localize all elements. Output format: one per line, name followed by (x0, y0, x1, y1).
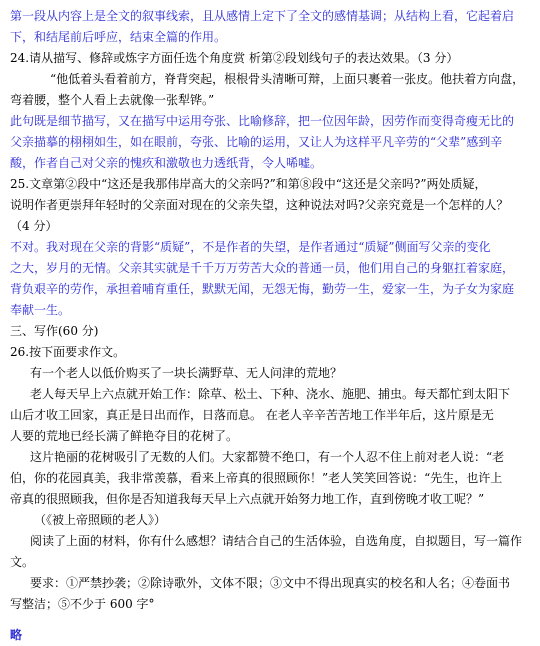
prompt-line-1: 有一个老人以低价购买了一块长满野草、无人问津的荒地？ (30, 366, 343, 380)
prompt-source: （《被上帝照顾的老人》） (34, 513, 167, 527)
q24-answer-line-2: 父亲描摹的栩栩如生，如在眼前，夸张、比喻的运用，又让人为这样平凡辛劳的“父辈”感到辛 (10, 135, 503, 149)
prompt-line-9: 阅读了上面的材料，你有什么感想？请结合自己的生活体验，自选角度，自拟题目，写一篇作 (30, 534, 523, 548)
q25-answer-line-1: 不对。我对现在父亲的背影“质疑”，不是作者的失望，是作者通过“质疑”侧面写父亲的变化 (10, 240, 491, 254)
block1-line-1: 第一段从内容上是全文的叙事线索，且从感情上定下了全文的感情基调；从结构上看，它起着启 (10, 9, 515, 23)
q24-quote-line-2: 弯着腰，整个人看上去就像一张犁铧。” (10, 93, 215, 107)
spacer (10, 615, 532, 625)
prompt-line-7: 帝真的很照顾我，但你是否知道我每天早上六点就开始努力地工作，直到傍晚才收工呢？” (10, 492, 485, 506)
prompt-line-10: 文。 (10, 555, 35, 569)
document-page (10, 6, 532, 646)
prompt-line-3: 山后才收工回家，真正是日出而作，日落而息。 在老人辛辛苦苦地工作半年后，这片原是无 (10, 408, 494, 422)
prompt-line-12: 写整洁；⑤不少于 600 字° (10, 597, 155, 611)
answer-short: 略 (10, 628, 23, 642)
q25-answer-line-4: 奉献一生。 (10, 303, 71, 317)
prompt-line-2: 老人每天早上六点就开始工作：除草、松土、下种、浇水、施肥、捕虫。每天都忙到太阳下 (30, 387, 511, 401)
q24-quote-line-1: “他低着头看着前方，脊背突起，根根骨头清晰可辩，上面只裹着一张皮。他扶着方向盘， (50, 72, 525, 86)
q24-answer-line-1: 此句既是细节描写，又在描写中运用夸张、比喻修辞，把一位因年龄，因劳作而变得奇瘦无比的 (10, 114, 515, 128)
question-26: 26.按下面要求作文。 (10, 345, 126, 359)
q25-answer-line-3: 背负艰辛的劳作，承担着哺育重任，默默无闻，无怨无悔，勤劳一生，爱家一生，为子女为家庭 (10, 282, 515, 296)
question-25-line-1: 25.文章第②段中“这还是我那伟岸高大的父亲吗?”和第⑧段中“这还是父亲吗?”两处质疑， (10, 177, 487, 191)
prompt-line-5: 这片艳丽的花树吸引了无数的人们。大家都赞不绝口，有一个人忍不住上前对老人说：“老 (30, 450, 505, 464)
question-25-line-2: 说明作者更崇拜年轻时的父亲面对现在的父亲失望，这种说法对吗?父亲究竟是一个怎样的人？ (10, 198, 509, 212)
block1-line-2: 下，和结尾前后呼应，结束全篇的作用。 (10, 30, 227, 44)
prompt-line-6: 伯，你的花园真美，我非常羡慕，看来上帝真的很照顾你！”老人笑笑回答说：“先生，也许上 (10, 471, 503, 485)
prompt-line-11: 要求：①严禁抄袭；②除诗歌外，文体不限；③文中不得出现真实的校名和人名；④卷面书 (30, 576, 511, 590)
q24-answer-line-3: 酸，作者自己对父亲的愧疚和激敬也力透纸背，令人唏嘘。 (10, 156, 323, 170)
prompt-line-4: 人要的荒地已经长满了鲜艳夺目的花树了。 (10, 429, 239, 443)
question-25-line-3: （4 分） (10, 219, 58, 233)
question-24: 24.请从描写、修辞或炼字方面任选个角度赏 析第②段划线句子的表达效果。（3 分） (10, 51, 459, 65)
q25-answer-line-2: 之大，岁月的无情。父亲其实就是千千万万劳苦大众的普通一员，他们用自己的身躯扛着家庭， (10, 261, 515, 275)
section-3-heading: 三、写作(60 分) (10, 324, 99, 338)
